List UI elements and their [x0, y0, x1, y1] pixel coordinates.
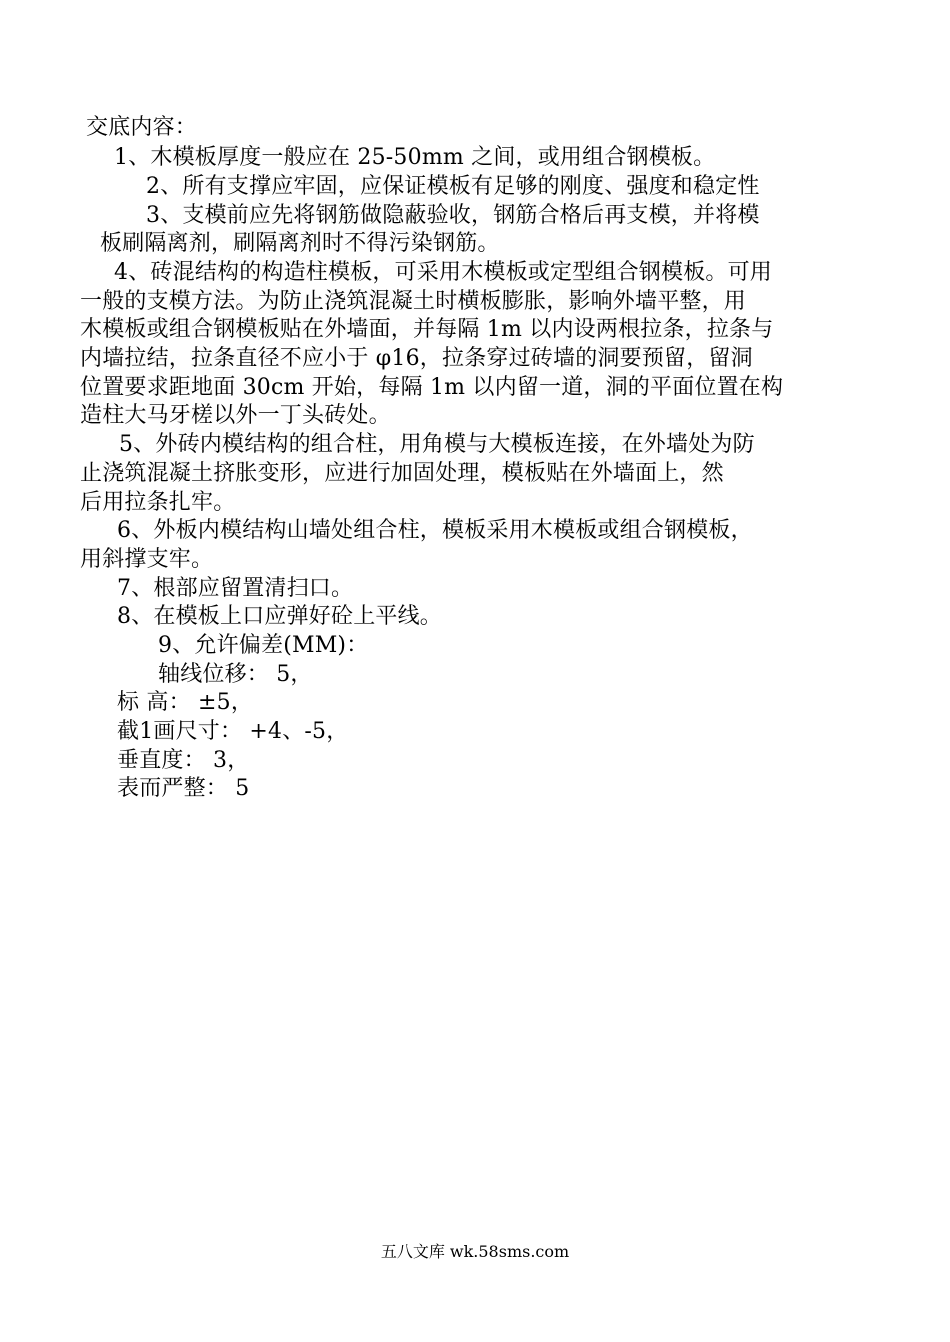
text-line: 位置要求距地面 30cm 开始，每隔 1m 以内留一道，洞的平面位置在构	[80, 375, 784, 400]
text-line: 垂直度： 3，	[117, 748, 250, 773]
text-line: 内墙拉结，拉条直径不应小于 φ16，拉条穿过砖墙的洞要预留，留洞	[80, 346, 753, 371]
footer-watermark: 五八文库 wk.58sms.com	[380, 1242, 570, 1261]
text-line: 木模板或组合钢模板贴在外墙面，并每隔 1m 以内设两根拉条，拉条与	[80, 317, 774, 342]
text-line: 3、支模前应先将钢筋做隐蔽验收，钢筋合格后再支模，并将模	[146, 203, 760, 228]
text-line: 止浇筑混凝土挤胀变形，应进行加固处理，模板贴在外墙面上，然	[80, 461, 724, 486]
document-heading: 交底内容：	[86, 115, 198, 140]
text-line: 一般的支模方法。为防止浇筑混凝土时横板膨胀，影响外墙平整，用	[80, 289, 747, 314]
text-line: 1、木模板厚度一般应在 25-50mm 之间，或用组合钢模板。	[114, 145, 716, 170]
text-line: 8、在模板上口应弹好砼上平线。	[117, 604, 442, 629]
text-line: 4、砖混结构的构造柱模板，可采用木模板或定型组合钢模板。可用	[114, 260, 772, 285]
text-line: 表而严整： 5	[117, 776, 250, 801]
text-line: 造柱大马牙槎以外一丁头砖处。	[80, 403, 391, 428]
text-line: 7、根部应留置清扫口。	[117, 576, 354, 601]
text-line: 板刷隔离剂，刷隔离剂时不得污染钢筋。	[100, 231, 500, 256]
text-line: 5、外砖内模结构的组合柱，用角模与大模板连接，在外墙处为防	[119, 432, 755, 457]
text-line: 后用拉条扎牢。	[80, 490, 236, 515]
text-line: 用斜撑支牢。	[80, 547, 214, 572]
text-line: 轴线位移： 5，	[158, 662, 313, 687]
text-line: 9、允许偏差(MM)：	[158, 633, 369, 658]
text-line: 截1画尺寸： +4、-5，	[117, 719, 349, 744]
text-line: 标 高： ±5，	[117, 690, 254, 715]
text-line: 6、外板内模结构山墙处组合柱，模板采用木模板或组合钢模板，	[117, 518, 753, 543]
text-line: 2、所有支撑应牢固，应保证模板有足够的刚度、强度和稳定性	[146, 174, 760, 199]
